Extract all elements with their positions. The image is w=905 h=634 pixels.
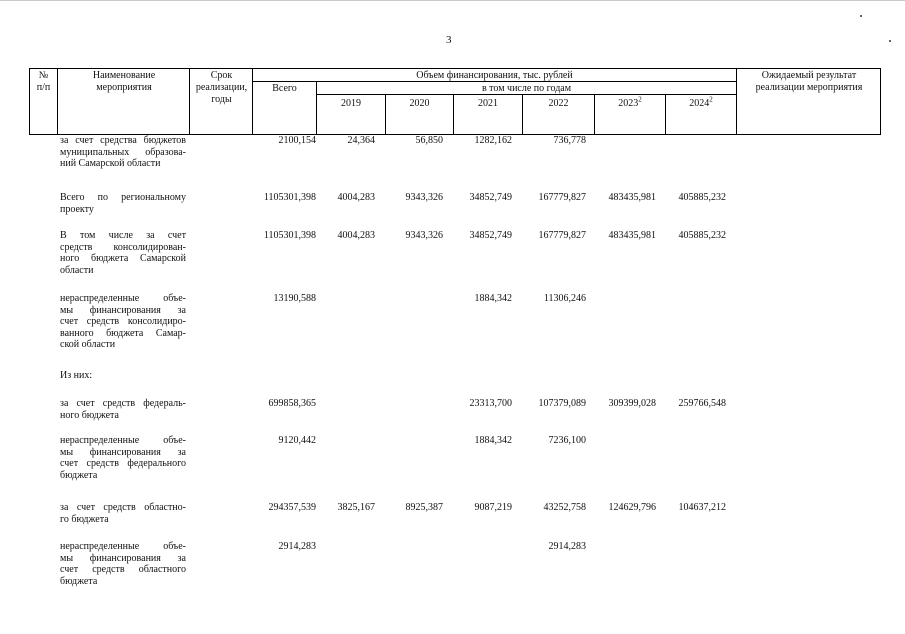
cell-y2022: 107379,089 (538, 398, 586, 409)
row-name (60, 370, 186, 382)
cell-y2023: 309399,028 (608, 398, 656, 409)
cell-y2023: 483435,981 (608, 230, 656, 241)
cell-y2022: 736,778 (553, 135, 586, 146)
cell-total: 13190,588 (273, 293, 316, 304)
cell-total: 2914,283 (278, 541, 316, 552)
row-name (60, 230, 186, 276)
cell-y2022: 167779,827 (538, 192, 586, 203)
row-name-line: счет средств областного (60, 564, 186, 575)
header-year-2019: 2019 (341, 98, 361, 109)
year-2023-label: 2023 (618, 98, 639, 109)
cell-y2024: 104637,212 (678, 502, 726, 513)
cell-y2022: 2914,283 (548, 541, 586, 552)
row-name-line: мы финансирования за (60, 552, 186, 564)
row-name-line: счет средств федерального (60, 458, 186, 469)
cell-y2021: 34852,749 (469, 230, 512, 241)
cell-y2021: 1884,342 (474, 435, 512, 446)
cell-y2024: 405885,232 (678, 230, 726, 241)
cell-y2020: 9343,326 (405, 230, 443, 241)
row-name-line: мы финансирования за (60, 304, 186, 316)
header-result-column: Ожидаемый результат реализации мероприятия (755, 70, 863, 93)
cell-y2023: 483435,981 (608, 192, 656, 203)
header-term-column: Срок реализации, годы (195, 70, 248, 105)
row-name-line: ного бюджета Самарской (60, 253, 186, 264)
cell-total: 294357,539 (268, 502, 316, 513)
row-name-line: за счет средств федераль- (60, 398, 186, 409)
row-name (60, 192, 186, 215)
row-name (60, 293, 186, 351)
scan-speck (860, 15, 862, 17)
year-2024-label: 2024 (689, 98, 710, 109)
cell-total: 699858,365 (268, 398, 316, 409)
cell-total: 1105301,398 (263, 230, 316, 241)
cell-y2024: 259766,548 (678, 398, 726, 409)
cell-y2020: 9343,326 (405, 192, 443, 203)
row-name-line: средств консолидирован- (60, 241, 186, 253)
header-name-column: Наименование мероприятия (92, 70, 156, 93)
row-name-line: бюджета (60, 575, 98, 587)
row-name (60, 435, 186, 481)
row-name (60, 135, 186, 170)
row-name-line: бюджета (60, 469, 98, 481)
row-name-line: го бюджета (60, 513, 109, 525)
header-year-2023 (595, 95, 665, 110)
row-name (60, 541, 186, 587)
header-year-2020: 2020 (409, 98, 430, 109)
row-name-line: нераспределенные объе- (60, 435, 186, 446)
header-total-column: Всего (272, 83, 297, 94)
row-name-line: ного бюджета (60, 409, 119, 421)
year-2023-footnote-mark: 2 (638, 95, 642, 104)
row-name-line: счет средств консолидиро- (60, 316, 186, 327)
row-name-line: ний Самарской области (60, 158, 161, 169)
cell-y2022: 7236,100 (548, 435, 586, 446)
header-col-divider (736, 68, 737, 135)
row-name-line: области (60, 264, 94, 276)
cell-y2021: 34852,749 (469, 192, 512, 203)
year-2024-footnote-mark: 2 (709, 95, 713, 104)
row-name-line: нераспределенные объе- (60, 541, 186, 552)
header-year-2021: 2021 (478, 98, 498, 109)
header-year-2022: 2022 (548, 98, 569, 109)
row-name-line: ванного бюджета Самар- (60, 327, 186, 339)
row-name-line: В том числе за счет (60, 230, 186, 241)
row-name-line: ской области (60, 339, 116, 350)
cell-y2023: 124629,796 (608, 502, 656, 513)
page-number: 3 (446, 34, 452, 46)
cell-y2022: 167779,827 (538, 230, 586, 241)
cell-y2019: 4004,283 (337, 230, 375, 241)
header-byyear-group: в том числе по годам (481, 83, 572, 94)
cell-y2021: 23313,700 (469, 398, 512, 409)
header-finance-group: Объем финансирования, тыс. рублей (416, 70, 573, 81)
row-name-line: проекту (60, 203, 94, 215)
cell-y2021: 1884,342 (474, 293, 512, 304)
row-name-line: нераспределенные объе- (60, 293, 186, 304)
cell-total: 1105301,398 (263, 192, 316, 203)
cell-y2019: 3825,167 (337, 502, 375, 513)
header-col-divider (189, 68, 190, 135)
header-col-divider (57, 68, 58, 135)
row-name-line: муниципальных образова- (60, 146, 186, 158)
scan-speck (889, 40, 891, 42)
row-name (60, 398, 186, 421)
cell-y2020: 56,850 (415, 135, 443, 146)
header-number-column: № п/п (36, 70, 51, 93)
header-right-border (880, 68, 881, 135)
cell-total: 9120,442 (278, 435, 316, 446)
row-name-line: за счет средств областно- (60, 502, 186, 513)
page-top-edge (0, 0, 905, 1)
cell-y2020: 8925,387 (405, 502, 443, 513)
cell-total: 2100,154 (278, 135, 316, 146)
row-name-line: за счет средства бюджетов (60, 135, 186, 146)
row-name-line: Всего по региональному (60, 192, 186, 203)
row-name (60, 502, 186, 525)
cell-y2022: 11306,246 (543, 293, 586, 304)
cell-y2019: 4004,283 (337, 192, 375, 203)
header-year-2024 (666, 95, 736, 110)
cell-y2021: 1282,162 (474, 135, 512, 146)
header-top-border (29, 68, 881, 69)
cell-y2024: 405885,232 (678, 192, 726, 203)
cell-y2021: 9087,219 (474, 502, 512, 513)
row-name-line: Из них: (60, 370, 93, 381)
cell-y2022: 43252,758 (543, 502, 586, 513)
cell-y2019: 24,364 (347, 135, 375, 146)
row-name-line: мы финансирования за (60, 446, 186, 458)
